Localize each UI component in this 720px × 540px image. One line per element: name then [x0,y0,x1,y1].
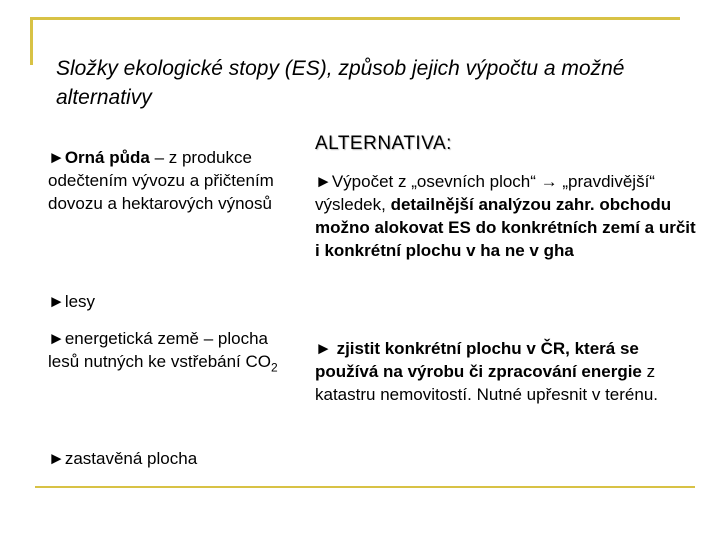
item-subscript: 2 [271,360,278,375]
item-text: z katastru nemovitostí. Nutné upřesnit v terénu. [315,362,659,404]
bullet-arrow-icon: ► [315,172,332,191]
bottom-rule [35,486,695,488]
item-bold-text: Orná půda [64,148,150,167]
bullet-arrow-icon: ► [48,148,65,167]
list-item-vypocet [315,170,705,262]
list-item-orna-puda [48,146,293,215]
list-item-zastavena-plocha [48,447,293,470]
slide-title: Složky ekologické stopy (ES), způsob jejich výpočtu a možné alternativy [56,57,625,109]
item-text: energetická země – plocha lesů nutných ke vstřebání CO [48,329,272,371]
item-bold-text: zjistit konkrétní plochu v ČR, která se používá na výrobu či zpracování energie [315,339,642,381]
item-text: zastavěná plocha [64,449,198,468]
bullet-arrow-icon: ► [48,329,65,348]
top-rule [30,17,680,20]
left-rule [30,17,33,65]
item-text: – z produkce odečtením vývozu a přičtením dovozu a hektarových výnosů [48,148,274,213]
bullet-arrow-icon: ► [48,449,65,468]
item-text: Výpočet z „osevních ploch“ → „pravdivější“ výsledek, [315,172,655,214]
item-bold-text: detailnější analýzou zahr. obchodu možno alokovat ES do konkrétních zemí a určit i konkrétní plochu v ha ne v gha [315,195,696,260]
item-text: lesy [64,292,96,311]
bullet-arrow-icon: ► [315,339,337,358]
list-item-zjistit-plochu [315,337,705,406]
bullet-arrow-icon: ► [48,292,65,311]
alternative-heading: ALTERNATIVA: [315,133,452,154]
list-item-lesy [48,290,293,313]
list-item-energeticka-zeme [48,327,293,379]
